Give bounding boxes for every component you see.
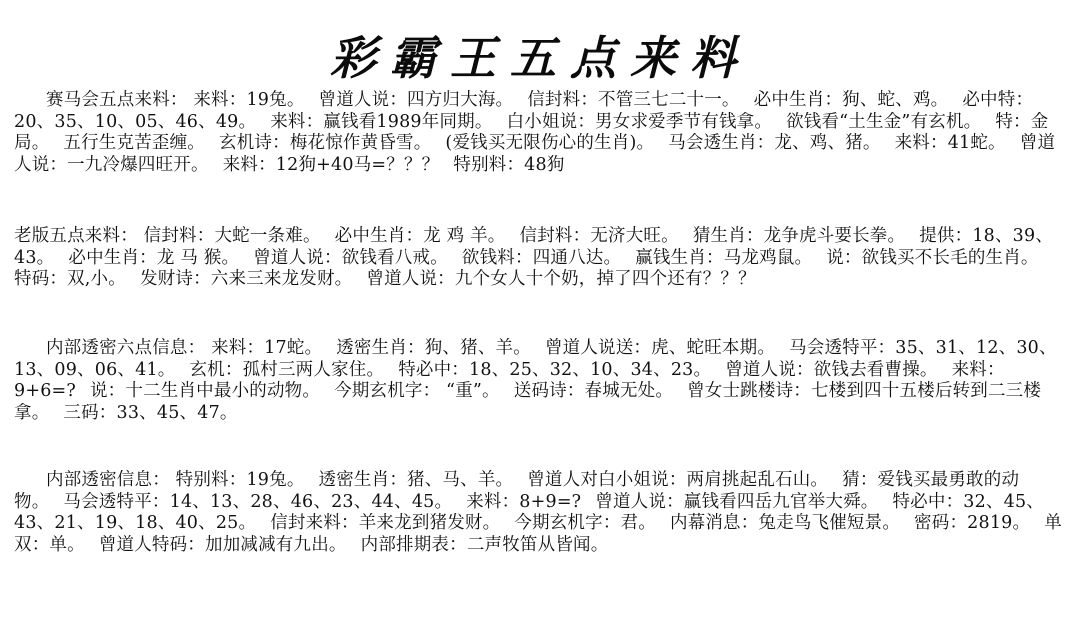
info-item: (爱钱买无限伤心的生肖)。 — [445, 133, 655, 153]
info-item: 五行生克苦歪缠。 — [63, 133, 206, 153]
info-item: 发财诗：六来三来龙发财。 — [139, 269, 353, 289]
info-item: 必中生肖：狗、蛇、鸡。 — [753, 90, 949, 110]
info-item: 单双：单。 — [14, 513, 1062, 555]
page-title: 彩霸王五点来料 — [330, 31, 750, 85]
info-item: 今期玄机字： “重”。 — [334, 381, 500, 401]
info-item: 曾道人说：欲钱去看曹操。 — [725, 359, 938, 380]
info-item: 提供：18、39、43。 — [14, 226, 1054, 268]
info-item: 必中特：20、35、10、05、46、49。 — [14, 90, 1034, 132]
info-item: 信封来料：羊来龙到猪发财。 — [270, 513, 501, 533]
info-item: 内部排期表：二声牧笛从皆闻。 — [360, 534, 609, 555]
info-item: 必中生肖：龙 马 猴。 — [68, 247, 240, 268]
info-item: 信封料：不管三七二十一。 — [527, 90, 740, 110]
info-item: 特必中：18、25、32、10、34、23。 — [398, 359, 712, 380]
info-item: 欲钱料：四通八达。 — [461, 247, 622, 268]
info-item: 说：欲钱买不长毛的生肖。 — [826, 247, 1039, 268]
info-item: 透密生肖：猪、马、羊。 — [318, 470, 514, 490]
info-item: 曾道人对白小姐说：两肩挑起乱石山。 — [527, 470, 829, 490]
info-item: 特码：双,小。 — [14, 269, 126, 289]
info-item: 曾道人说送：虎、蛇旺本期。 — [544, 338, 776, 358]
info-item: 内幕消息：兔走鸟飞催短景。 — [669, 513, 901, 533]
info-item: 玄机：孤村三两人家住。 — [189, 359, 385, 380]
info-item: 曾道人说：欲钱看八戒。 — [253, 247, 448, 268]
info-item: 密码：2819。 — [914, 513, 1031, 533]
info-item: 欲钱看“土生金”有玄机。 — [786, 111, 982, 132]
info-item: 曾道人说：一九冷爆四旺开。 — [14, 133, 1056, 175]
info-item: 赢钱生肖：马龙鸡鼠。 — [635, 247, 813, 268]
info-item: 透密生肖：狗、猪、羊。 — [336, 338, 531, 358]
section-1 — [14, 90, 1066, 176]
info-item: 来料：41蛇。 — [894, 133, 1006, 153]
info-item: 马会透特平：35、31、12、30、13、09、06、41。 — [14, 338, 1057, 380]
info-item: 来料：12狗+40马=？？？ — [222, 154, 440, 175]
info-item: 老版五点来料： 信封料：大蛇一条难。 — [14, 226, 321, 246]
info-item: 来料：赢钱看1989年同期。 — [270, 111, 493, 132]
info-item: 特必中：32、45、43、21、19、18、40、25。 — [14, 491, 1045, 533]
section-2 — [14, 226, 1066, 291]
info-item: 猜：爱钱买最勇敢的动物。 — [14, 470, 1020, 512]
info-item: 白小姐说：男女求爱季节有钱拿。 — [506, 111, 773, 132]
info-item: 马会透生肖：龙、鸡、猪。 — [668, 133, 881, 153]
section-3 — [14, 338, 1066, 424]
info-item: 今期玄机字：君。 — [514, 513, 656, 533]
info-item: 来料：8+9=? — [466, 491, 582, 512]
info-item: 马会透特平：14、13、28、46、23、44、45。 — [63, 491, 453, 512]
info-item: 玄机诗：梅花惊作黄昏雪。 — [219, 133, 432, 153]
info-item: 曾女士跳楼诗：七楼到四十五楼后转到二三楼拿。 — [14, 381, 1042, 423]
info-item: 特：金局。 — [14, 111, 1049, 153]
info-item: 曾道人说：九个女人十个奶，掉了四个还有？？？ — [366, 269, 756, 289]
info-item: 说：十二生肖中最小的动物。 — [89, 381, 321, 401]
info-item: 曾道人说：赢钱看四岳九官举大舜。 — [595, 491, 879, 512]
info-item: 信封料：无济大旺。 — [519, 226, 679, 246]
info-item: 送码诗：春城无处。 — [513, 381, 674, 401]
section-4 — [14, 470, 1066, 556]
info-item: 猜生肖：龙争虎斗要长拳。 — [692, 226, 906, 246]
info-item: 特别料：48狗 — [453, 154, 565, 175]
info-item: 来料：9+6=? — [14, 359, 1005, 401]
info-item: 曾道人说：四方归大海。 — [318, 90, 514, 110]
info-item: 三码：33、45、47。 — [63, 402, 238, 423]
info-item: 内部透密信息： 特别料：19兔。 — [46, 470, 305, 490]
info-item: 必中生肖：龙 鸡 羊。 — [334, 226, 506, 246]
info-item: 赛马会五点来料： 来料：19兔。 — [46, 90, 305, 110]
info-item: 曾道人特码：加加减减有九出。 — [98, 534, 347, 555]
info-item: 内部透密六点信息： 来料：17蛇。 — [46, 338, 323, 358]
